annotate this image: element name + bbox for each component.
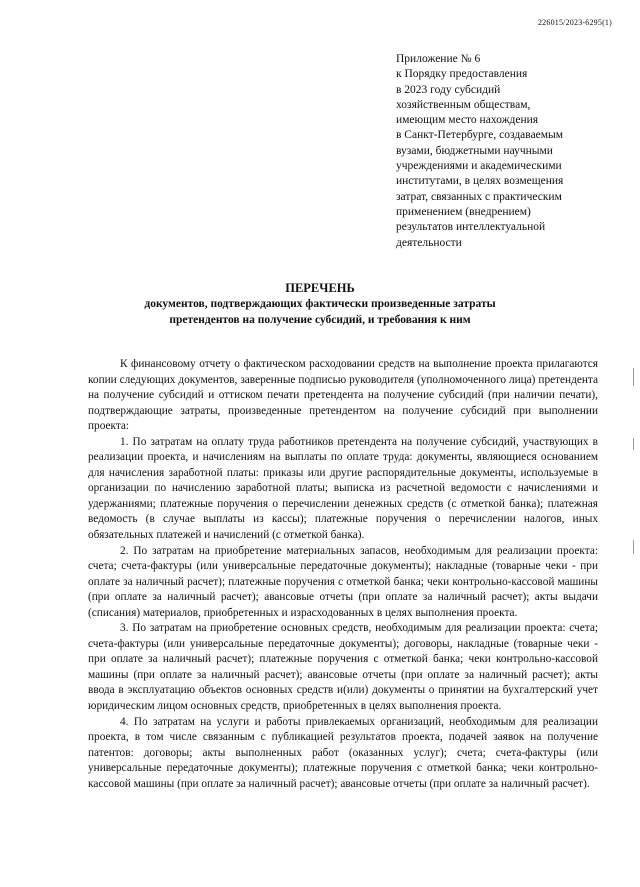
scan-margin-mark bbox=[633, 540, 634, 554]
list-item-1: 1. По затратам на оплату труда работников претендента на получение субсидий, участвующих в реализации проекта, и начислениям на выплаты по оплате труда: документы, являющиеся основанием для начисления заработной платы: приказы или другие распорядительные документы, используемые в организации по начислению заработной платы; выписка из расчетной ведомости с начислениями и удержаниями; платежные поручения о перечислении денежных средств (с отметкой банка); платежная ведомость (в случае выплаты из кассы); платежные поручения о перечислении налогов, иных обязательных платежей и начислений (с отметкой банка). bbox=[88, 435, 598, 542]
appendix-line: затрат, связанных с практическим bbox=[396, 190, 562, 203]
appendix-line: учреждениями и академическими bbox=[396, 160, 562, 173]
appendix-line: имеющим место нахождения bbox=[396, 114, 539, 127]
appendix-line: вузами, бюджетными научными bbox=[396, 144, 553, 157]
list-item-3: 3. По затратам на приобретение основных средств, необходимым для реализации проекта: счета; счета-фактуры (или универсальные передаточные документы); договоры, накладные (товарные чеки - при оплате за наличный расчет); платежные поручения с отметкой банка; чеки контрольно-кассовой машины (при оплате за наличный расчет); авансовые отчеты (при оплате за наличный расчет); акты ввода в эксплуатацию объектов основных средств и(или) документы о принятии на бухгалтерский учет юридическим лицом основных средств, приобретенных в целях выполнения проекта. bbox=[88, 622, 598, 713]
appendix-line: в 2023 году субсидий bbox=[396, 83, 501, 96]
scan-margin-mark bbox=[633, 438, 634, 450]
list-item-4: 4. По затратам на услуги и работы привлекаемых организаций, необходимым для реализации проекта, в том числе связанным с публикацией результатов проекта, подачей заявок на получение патентов: договоры; акты выполненных работ (оказанных услуг); счета; счета-фактуры (или универсальные передаточные документы); платежные поручения с отметкой банка; чеки контрольно-кассовой машины (при оплате за наличный расчет); авансовые отчеты (при оплате за наличный расчет). bbox=[88, 715, 598, 790]
appendix-line: Приложение № 6 bbox=[396, 53, 481, 65]
appendix-line: институтами, в целях возмещения bbox=[396, 175, 564, 188]
document-registration-number: 226015/2023-6295(1) bbox=[537, 18, 612, 27]
appendix-line: результатов интеллектуальной bbox=[396, 221, 546, 234]
document-title: ПЕРЕЧЕНЬ bbox=[285, 281, 355, 295]
list-item-2: 2. По затратам на приобретение материальных запасов, необходимым для реализации проекта: счета; счета-фактуры (или универсальные передаточные документы); накладные (товарные чеки - при оплате за наличный расчет); платежные поручения с отметкой банка; чеки контрольно-кассовой машины (при оплате за наличный расчет); авансовые отчеты (при оплате за наличный расчет); акты выдачи (списания) материалов, приобретенных и израсходованных в целях выполнения проекта. bbox=[88, 544, 598, 619]
document-body bbox=[88, 357, 598, 792]
appendix-line: хозяйственным обществам, bbox=[396, 98, 531, 111]
appendix-line: к Порядку предоставления bbox=[396, 68, 528, 81]
intro-paragraph: К финансовому отчету о фактическом расходовании средств на выполнение проекта прилагаются копии следующих документов, заверенные подписью руководителя (уполномоченного лица) претендента на получение субсидий и оттиском печати претендента на получение субсидий (при наличии печати), подтверждающие затраты, произведенные претендентом на получение субсидий при выполнении проекта: bbox=[88, 358, 598, 433]
document-heading bbox=[90, 280, 550, 328]
appendix-line: применением (внедрением) bbox=[396, 205, 531, 218]
appendix-line: деятельности bbox=[396, 236, 462, 249]
document-subtitle: документов, подтверждающих фактически произведенные затраты bbox=[144, 298, 496, 310]
document-subtitle: претендентов на получение субсидий, и требования к ним bbox=[169, 313, 471, 326]
appendix-line: в Санкт-Петербурге, создаваемым bbox=[396, 129, 564, 142]
scan-margin-mark bbox=[633, 368, 634, 386]
appendix-block bbox=[396, 52, 621, 251]
